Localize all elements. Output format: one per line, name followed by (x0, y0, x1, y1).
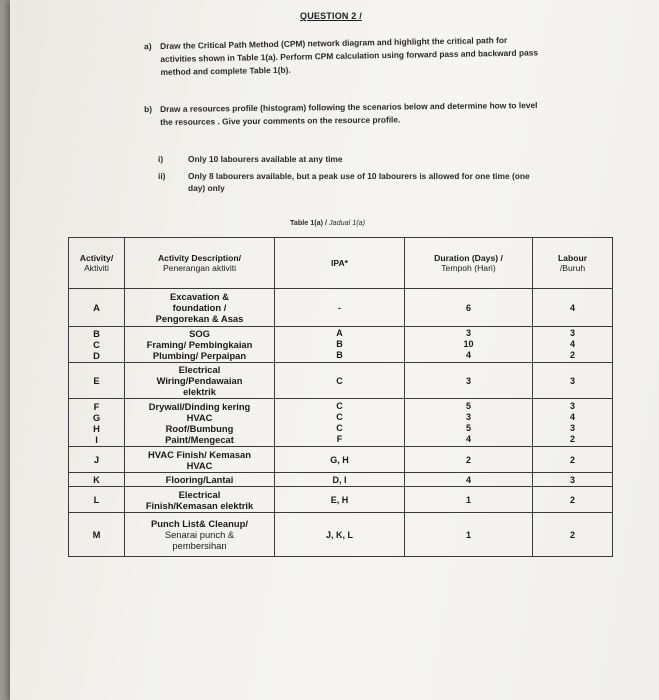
labour-cell: 2 (533, 447, 613, 473)
labour-cell: 3 (533, 473, 613, 487)
header-labour: Labour /Buruh (533, 238, 613, 289)
duration-cell: 3 10 4 (405, 327, 533, 363)
scenario-i-text: Only 10 labourers available at any time (188, 154, 343, 164)
ipa-cell: D, I (275, 473, 405, 487)
duration-cell: 4 (405, 473, 533, 487)
activity-cell: L (69, 487, 125, 513)
question-title: QUESTION 2 / (300, 11, 362, 21)
description-cell: Drywall/Dinding kering HVAC Roof/Bumbung Paint/Mengecat (125, 399, 275, 447)
duration-cell: 5 3 5 4 (405, 399, 533, 447)
table-row (69, 447, 613, 473)
header-description: Activity Description/ Penerangan aktiviti (125, 238, 275, 289)
header-ipa: IPA* (275, 238, 405, 289)
description-cell: Electrical Wiring/Pendawaian elektrik (125, 363, 275, 399)
activity-table (68, 237, 613, 557)
duration-cell: 6 (405, 289, 533, 327)
header-duration: Duration (Days) / Tempoh (Hari) (405, 238, 533, 289)
activity-cell: F G H I (69, 399, 125, 447)
description-cell: Punch List& Cleanup/ Senarai punch & pembersihan (125, 513, 275, 557)
activity-cell: K (69, 473, 125, 487)
table-header-row (69, 238, 613, 289)
part-b-text (144, 99, 550, 129)
description-cell: HVAC Finish/ Kemasan HVAC (125, 447, 275, 473)
ipa-cell: C (275, 363, 405, 399)
scenario-i (158, 153, 548, 165)
labour-cell: 3 4 2 (533, 327, 613, 363)
ipa-cell: G, H (275, 447, 405, 473)
table-row (69, 513, 613, 557)
ipa-cell: - (275, 289, 405, 327)
part-a-text (144, 33, 546, 79)
table-caption (290, 218, 365, 227)
ipa-cell: C C C F (275, 399, 405, 447)
activity-cell: B C D (69, 327, 125, 363)
table-caption-italic: Jadual 1(a) (329, 218, 365, 227)
description-cell: Excavation & foundation / Pengorekan & Asas (125, 289, 275, 327)
part-b-label: b) (144, 104, 153, 115)
labour-cell: 2 (533, 487, 613, 513)
duration-cell: 2 (405, 447, 533, 473)
ipa-cell: A B B (275, 327, 405, 363)
duration-cell: 1 (405, 487, 533, 513)
scenario-ii (158, 170, 548, 194)
activity-cell: J (69, 447, 125, 473)
table-row (69, 473, 613, 487)
activity-cell: M (69, 513, 125, 557)
duration-cell: 1 (405, 513, 533, 557)
scenario-ii-text: Only 8 labourers available, but a peak use of 10 labourers is allowed for one time (one day) only (188, 171, 530, 193)
duration-cell: 3 (405, 363, 533, 399)
labour-cell: 3 (533, 363, 613, 399)
ipa-cell: E, H (275, 487, 405, 513)
labour-cell: 2 (533, 513, 613, 557)
table-row (69, 487, 613, 513)
ipa-cell: J, K, L (275, 513, 405, 557)
part-a-body: Draw the Critical Path Method (CPM) network diagram and highlight the critical path for activities shown in Table 1(a). Perform CPM calculation using forward pass and backward pass method and complete Table 1(b). (160, 34, 539, 77)
activity-cell: A (69, 289, 125, 327)
table-row (69, 363, 613, 399)
table-caption-main: Table 1(a) / (290, 218, 330, 227)
description-cell: Electrical Finish/Kemasan elektrik (125, 487, 275, 513)
table-row (69, 399, 613, 447)
description-cell: SOG Framing/ Pembingkaian Plumbing/ Perpaipan (125, 327, 275, 363)
labour-cell: 3 4 3 2 (533, 399, 613, 447)
scenario-i-num: i) (158, 154, 164, 164)
description-cell: Flooring/Lantai (125, 473, 275, 487)
table-row (69, 327, 613, 363)
part-b-body: Draw a resources profile (histogram) following the scenarios below and determine how to level the resources . Give your comments on the resource profile. (160, 100, 538, 127)
activity-cell: E (69, 363, 125, 399)
part-a-label: a) (144, 41, 152, 52)
header-activity: Activity/ Aktiviti (69, 238, 125, 289)
scenario-ii-num: ii) (158, 171, 166, 181)
labour-cell: 4 (533, 289, 613, 327)
table-row (69, 289, 613, 327)
